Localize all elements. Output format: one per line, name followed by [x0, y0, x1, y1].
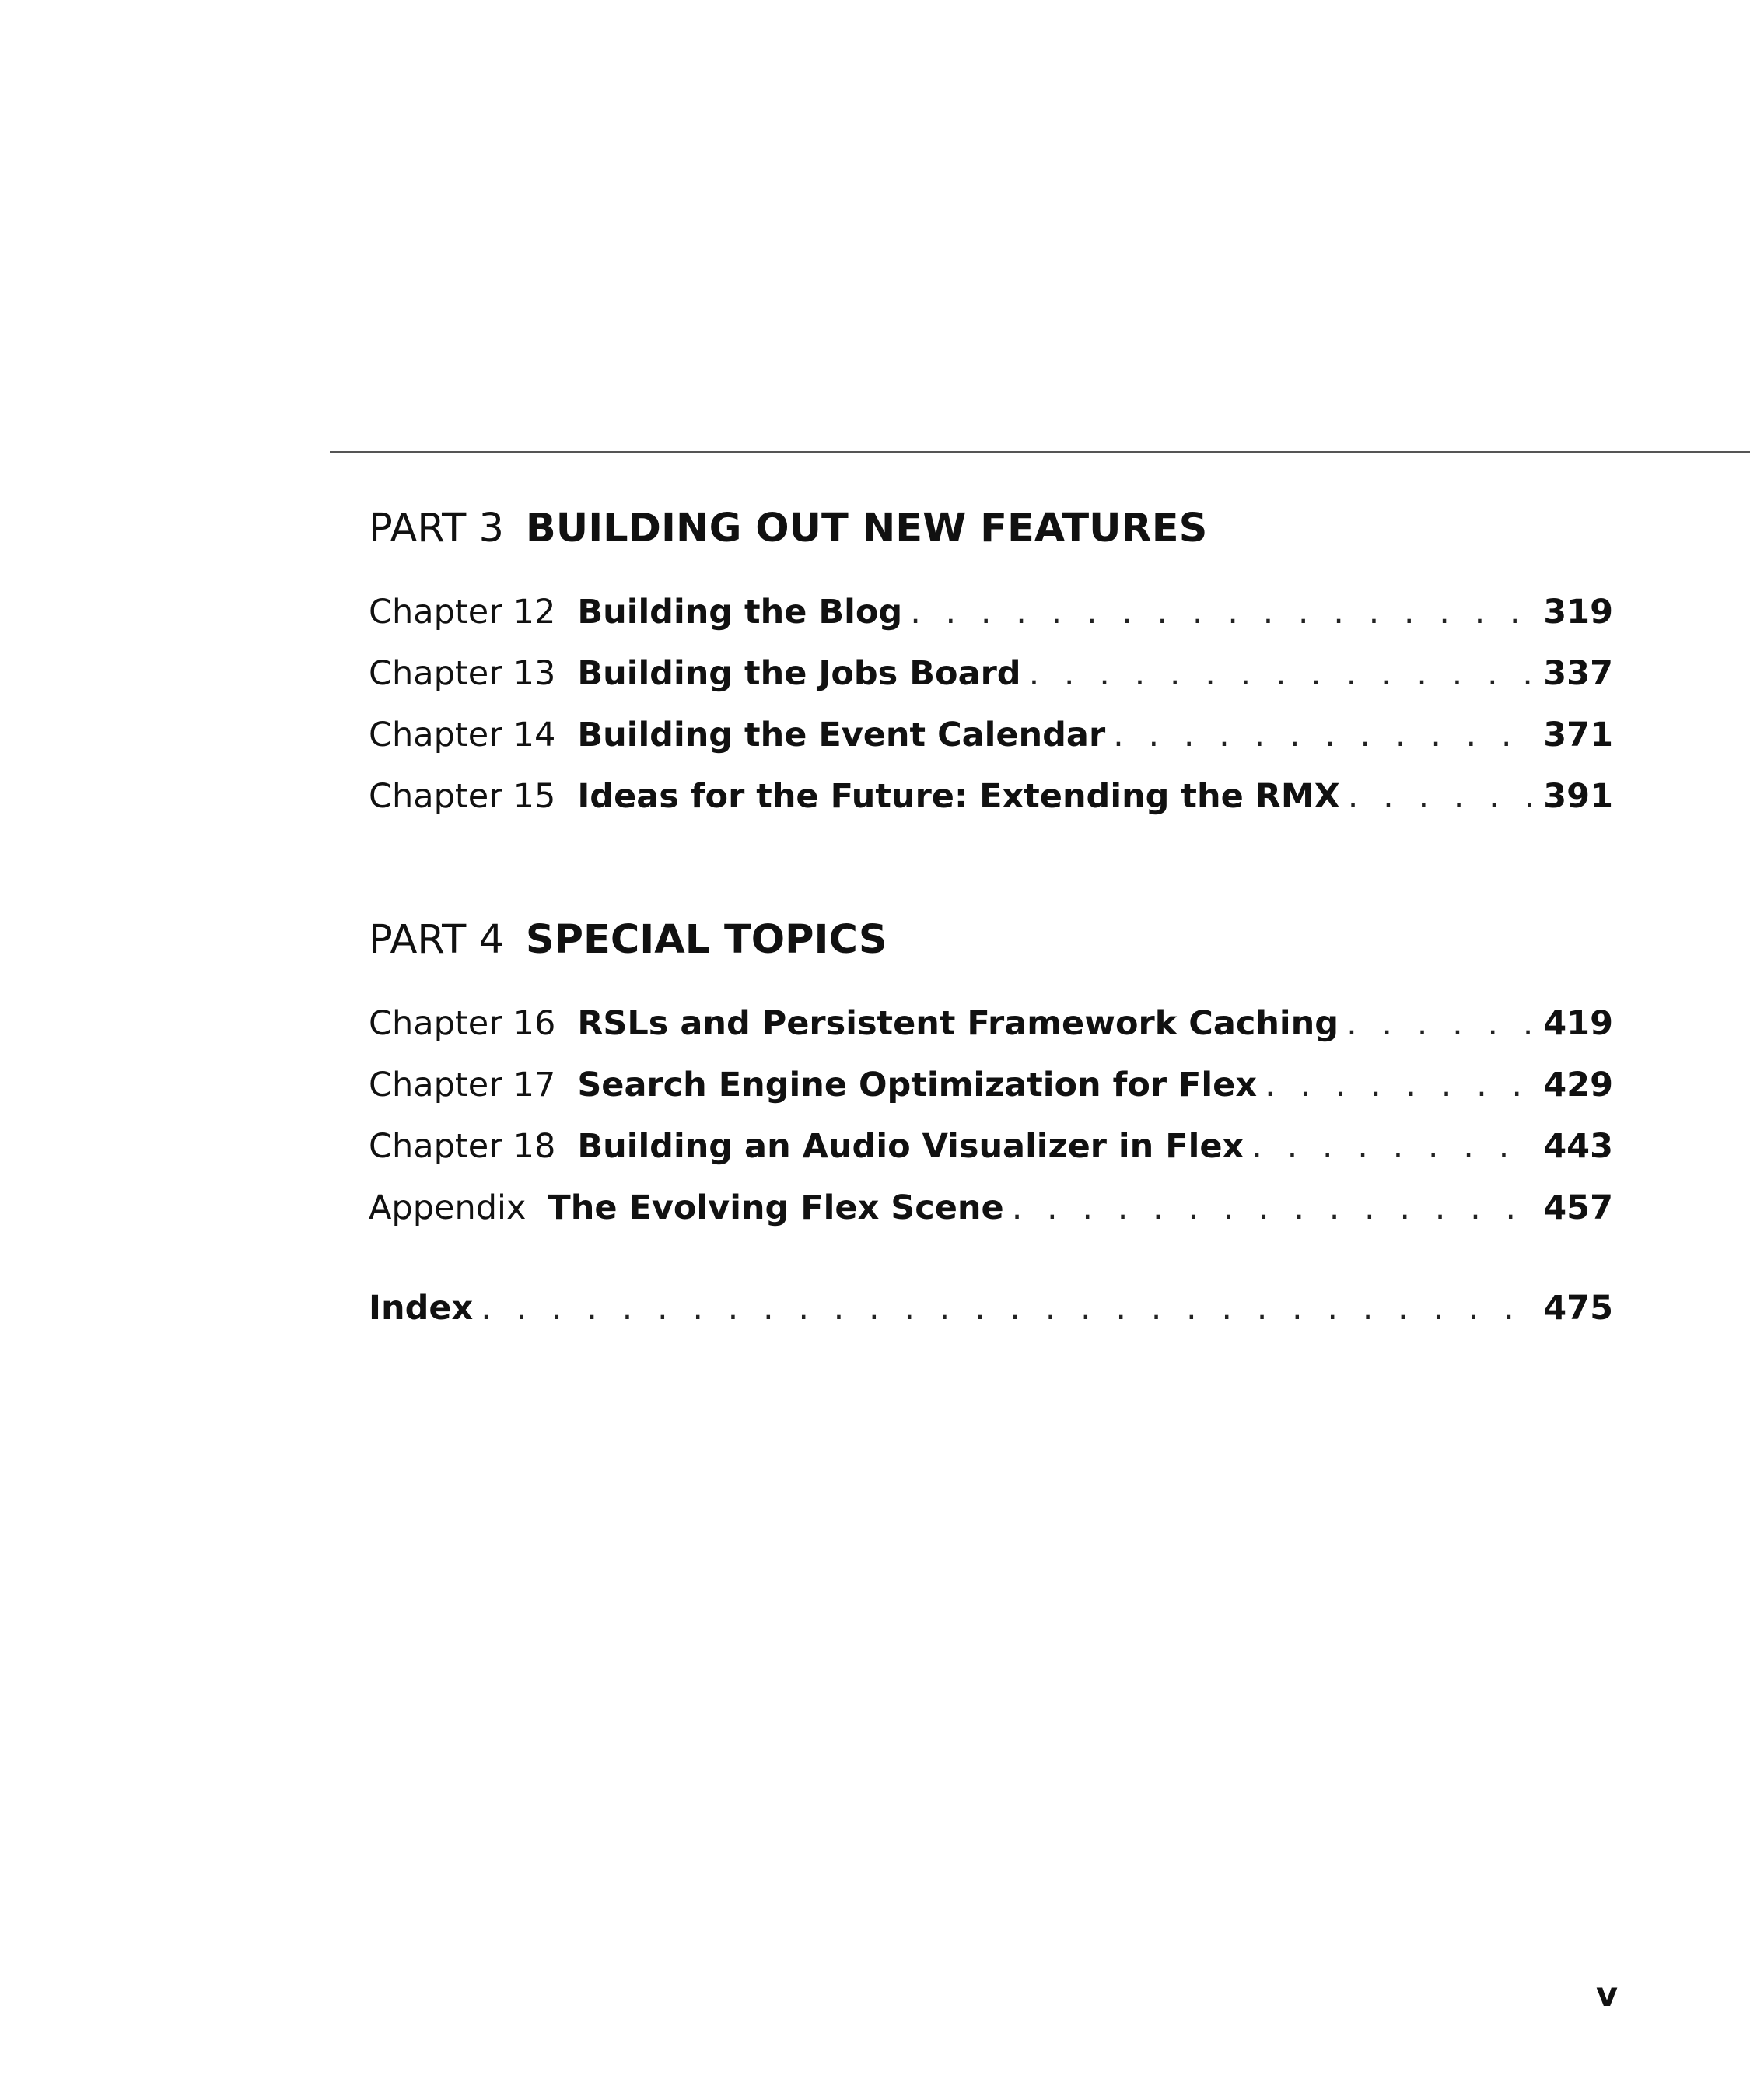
chapter-label: Chapter 16 — [369, 1004, 556, 1043]
chapter-title: Building the Jobs Board — [577, 654, 1021, 693]
chapter-label: Chapter 13 — [369, 654, 556, 693]
chapter-label: Chapter 12 — [369, 593, 556, 632]
toc-entry[interactable] — [369, 1060, 1613, 1110]
part-label: PART 4 — [369, 917, 504, 963]
page-number: 337 — [1543, 654, 1613, 693]
dot-leader — [1265, 1060, 1535, 1110]
dot-leader — [1012, 1183, 1536, 1233]
appendix-label: Appendix — [369, 1188, 527, 1227]
toc-entry[interactable] — [369, 1122, 1613, 1171]
part-title: BUILDING OUT NEW FEATURES — [525, 506, 1208, 551]
dot-leader — [1251, 1122, 1535, 1171]
header-rule — [330, 451, 1750, 453]
page-number: 429 — [1543, 1066, 1613, 1104]
dot-leader — [1113, 710, 1535, 760]
toc-entry[interactable] — [369, 649, 1613, 698]
part-label: PART 3 — [369, 506, 504, 551]
part-heading — [369, 502, 1207, 556]
dot-leader — [1346, 999, 1535, 1048]
page-number: 443 — [1543, 1127, 1613, 1166]
toc-entry[interactable] — [369, 999, 1613, 1048]
index-title: Index — [369, 1289, 474, 1328]
dot-leader — [1348, 772, 1535, 821]
chapter-title: Building an Audio Visualizer in Flex — [577, 1127, 1244, 1166]
toc-entry-index[interactable] — [369, 1283, 1613, 1333]
chapter-label: Chapter 15 — [369, 777, 556, 816]
chapter-title: RSLs and Persistent Framework Caching — [577, 1004, 1339, 1043]
toc-entry[interactable] — [369, 772, 1613, 821]
page-folio: v — [1595, 1976, 1618, 2014]
chapter-title: Search Engine Optimization for Flex — [577, 1066, 1258, 1104]
page-number: 419 — [1543, 1004, 1613, 1043]
page-number: 371 — [1543, 716, 1613, 754]
part-title: SPECIAL TOPICS — [525, 917, 887, 963]
toc-entry[interactable] — [369, 1183, 1613, 1233]
toc-entry[interactable] — [369, 710, 1613, 760]
dot-leader — [481, 1283, 1535, 1333]
chapter-label: Chapter 18 — [369, 1127, 556, 1166]
chapter-title: Ideas for the Future: Extending the RMX — [577, 777, 1340, 816]
page-number: 457 — [1543, 1188, 1613, 1227]
part-heading — [369, 913, 887, 968]
chapter-title: Building the Event Calendar — [577, 716, 1106, 754]
dot-leader — [1029, 649, 1536, 698]
chapter-label: Chapter 17 — [369, 1066, 556, 1104]
chapter-label: Chapter 14 — [369, 716, 556, 754]
appendix-title: The Evolving Flex Scene — [548, 1188, 1004, 1227]
dot-leader — [910, 587, 1535, 637]
chapter-title: Building the Blog — [577, 593, 903, 632]
page-number: 475 — [1543, 1289, 1613, 1328]
page-number: 391 — [1543, 777, 1613, 816]
toc-entry[interactable] — [369, 587, 1613, 637]
page-number: 319 — [1543, 593, 1613, 632]
